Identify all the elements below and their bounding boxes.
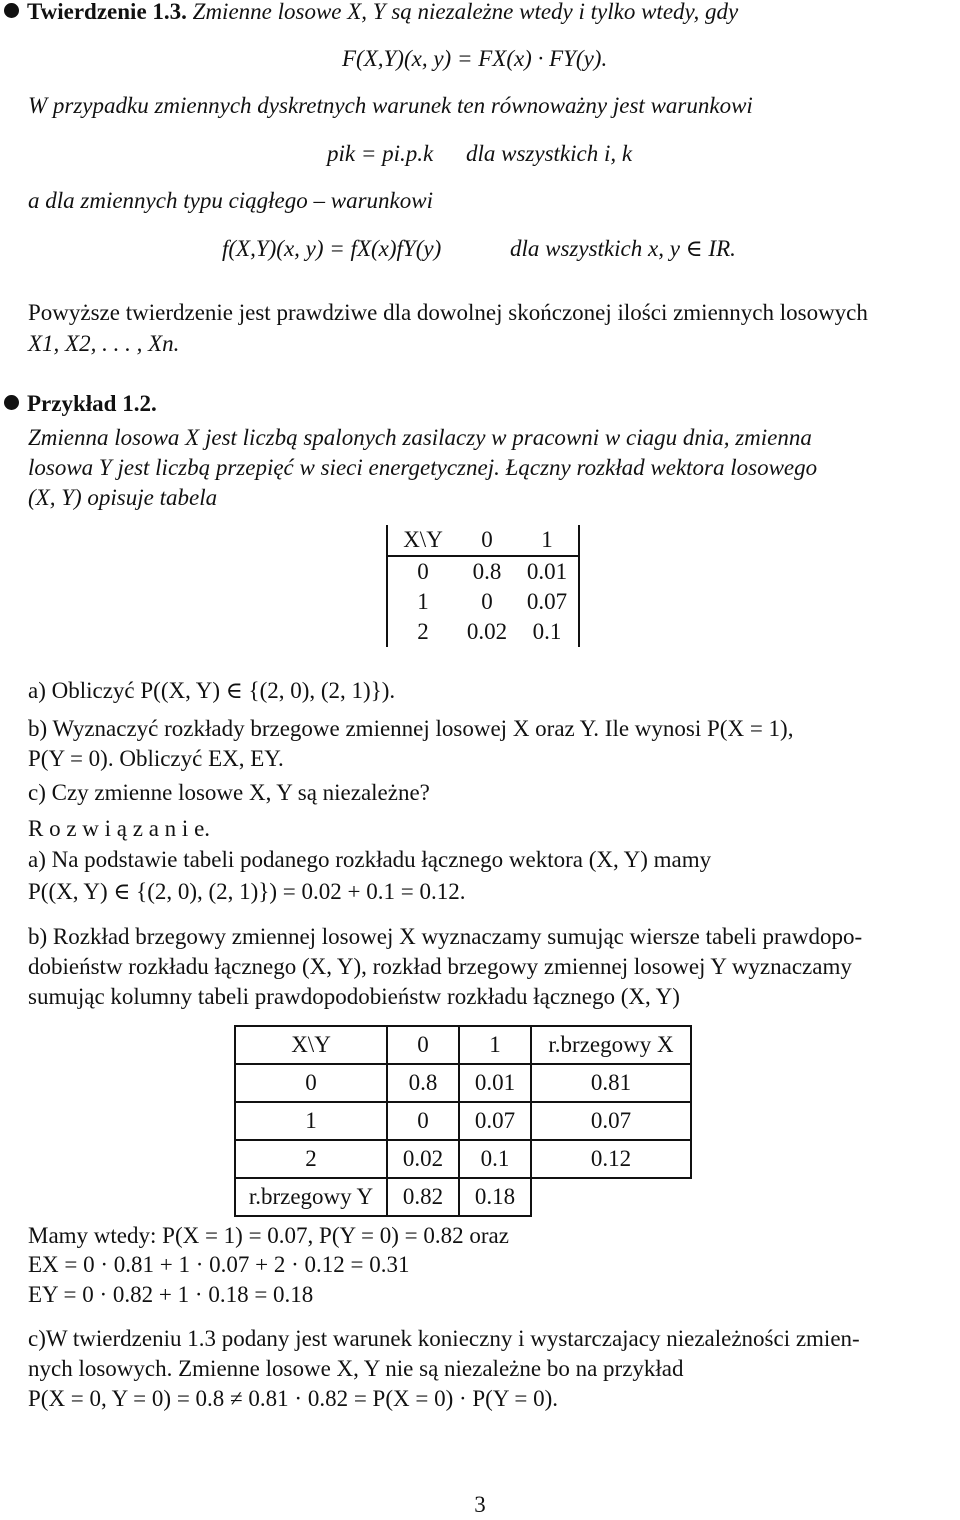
table-row [387, 556, 579, 587]
question-c: c) Czy zmienne losowe X, Y są niezależne? [28, 780, 430, 805]
question-a: a) Obliczyć P((X, Y) ∈ {(2, 0), (2, 1)}). [28, 678, 396, 703]
table-cell: 0 [387, 1102, 459, 1140]
joint-distribution-table [386, 525, 580, 647]
table-header-cell: 0 [387, 1026, 459, 1064]
table-header-cell: r.brzegowy X [531, 1026, 691, 1064]
table-cell: 0.1 [516, 617, 579, 647]
solution-b-line-3: sumując kolumny tabeli prawdopodobieństw rozkładu łącznego (X, Y) [28, 984, 680, 1009]
example-heading [4, 389, 157, 419]
solution-c-line-1: c)W twierdzeniu 1.3 podany jest warunek konieczny i wystarczajacy niezależności zmien- [28, 1326, 860, 1351]
table-row [235, 1102, 691, 1140]
table-cell: 0.02 [466, 619, 508, 644]
table-footer-cell: 0.82 [387, 1178, 459, 1216]
theorem-heading [4, 0, 738, 27]
theorem-formula-1: F(X,Y)(x, y) = FX(x) · FY(y). [342, 46, 608, 71]
table-cell: 2 [235, 1140, 387, 1178]
theorem-remark-line-1: Powyższe twierdzenie jest prawdziwe dla dowolnej skończonej ilości zmiennych losowych [28, 300, 868, 325]
table-cell: 0.01 [516, 556, 579, 587]
solution-a-line-2: P((X, Y) ∈ {(2, 0), (2, 1)}) = 0.02 + 0.1 = 0.12. [28, 879, 466, 904]
table-cell: 0 [235, 1064, 387, 1102]
solution-c-line-2: nych losowych. Zmienne losowe X, Y nie są niezależne bo na przykład [28, 1356, 684, 1381]
marginal-distribution-table [234, 1025, 692, 1217]
question-b-line-2: P(Y = 0). Obliczyć EX, EY. [28, 746, 284, 771]
table-header-row [235, 1026, 691, 1064]
table-row [387, 587, 579, 617]
theorem-label: Twierdzenie 1.3. [27, 0, 187, 24]
example-line-2: losowa Y jest liczbą przepięć w sieci energetycznej. Łączny rozkład wektora losowego [28, 455, 818, 480]
theorem-formula-3: f(X,Y)(x, y) = fX(x)fY(y) [222, 236, 442, 261]
table-cell: 0 [481, 589, 493, 614]
table-header-cell: 1 [516, 525, 579, 556]
solution-b-line-1: b) Rozkład brzegowy zmiennej losowej X wyznaczamy sumując wiersze tabeli prawdopo- [28, 924, 863, 949]
continuous-intro: a dla zmiennych typu ciągłego – warunkowi [28, 188, 433, 213]
table-cell: 1 [387, 587, 458, 617]
theorem-formula-2: pik = pi.p.k [327, 141, 434, 166]
table-cell: 0.8 [387, 1064, 459, 1102]
table-cell: 0 [387, 556, 458, 587]
table-footer-cell: r.brzegowy Y [235, 1178, 387, 1216]
table-cell: 0.07 [516, 587, 579, 617]
solution-heading: R o z w i ą z a n i e. [28, 816, 211, 841]
table-cell: 1 [235, 1102, 387, 1140]
table-header-cell: X\Y [387, 525, 458, 556]
table-cell: 0.81 [531, 1064, 691, 1102]
table-cell: 2 [387, 617, 458, 647]
theorem-statement: Zmienne losowe X, Y są niezależne wtedy i tylko wtedy, gdy [192, 0, 739, 24]
table-header-cell: 0 [481, 527, 493, 552]
table-header-cell: 1 [459, 1026, 531, 1064]
discrete-intro: W przypadku zmiennych dyskretnych warunek ten równoważny jest warunkowi [28, 93, 753, 118]
table-cell: 0.02 [387, 1140, 459, 1178]
table-footer-row [235, 1178, 691, 1216]
table-footer-cell: 0.18 [459, 1178, 531, 1216]
table-row [387, 617, 579, 647]
theorem-remark-line-2: X1, X2, . . . , Xn. [28, 331, 180, 356]
table-header-row [387, 525, 579, 556]
page-number: 3 [474, 1492, 486, 1517]
solution-b-line-2: dobieństw rozkładu łącznego (X, Y), rozkład brzegowy zmiennej losowej Y wyznaczamy [28, 954, 852, 979]
bullet-icon [4, 3, 19, 18]
table-cell: 0.12 [531, 1140, 691, 1178]
result-line-2: EX = 0 · 0.81 + 1 · 0.07 + 2 · 0.12 = 0.31 [28, 1252, 410, 1277]
bullet-icon [4, 395, 19, 410]
table-cell: 0.1 [459, 1140, 531, 1178]
table-cell: 0.07 [459, 1102, 531, 1140]
example-label: Przykład 1.2. [27, 391, 157, 416]
result-line-3: EY = 0 · 0.82 + 1 · 0.18 = 0.18 [28, 1282, 314, 1307]
table-row [235, 1064, 691, 1102]
theorem-formula-3-note: dla wszystkich x, y ∈ IR. [510, 236, 736, 261]
table-row [235, 1140, 691, 1178]
solution-c-line-3: P(X = 0, Y = 0) = 0.8 ≠ 0.81 · 0.82 = P(X = 0) · P(Y = 0). [28, 1386, 558, 1411]
table-cell: 0.8 [458, 556, 516, 587]
solution-a-line-1: a) Na podstawie tabeli podanego rozkładu łącznego wektora (X, Y) mamy [28, 847, 712, 872]
table-header-cell: X\Y [235, 1026, 387, 1064]
example-line-1: Zmienna losowa X jest liczbą spalonych zasilaczy w pracowni w ciagu dnia, zmienna [28, 425, 812, 450]
table-cell: 0.07 [531, 1102, 691, 1140]
result-line-1: Mamy wtedy: P(X = 1) = 0.07, P(Y = 0) = 0.82 oraz [28, 1223, 509, 1248]
theorem-formula-2-note: dla wszystkich i, k [466, 141, 633, 166]
example-line-3: (X, Y) opisuje tabela [28, 485, 218, 510]
question-b-line-1: b) Wyznaczyć rozkłady brzegowe zmiennej losowej X oraz Y. Ile wynosi P(X = 1), [28, 716, 794, 741]
table-cell: 0.01 [459, 1064, 531, 1102]
